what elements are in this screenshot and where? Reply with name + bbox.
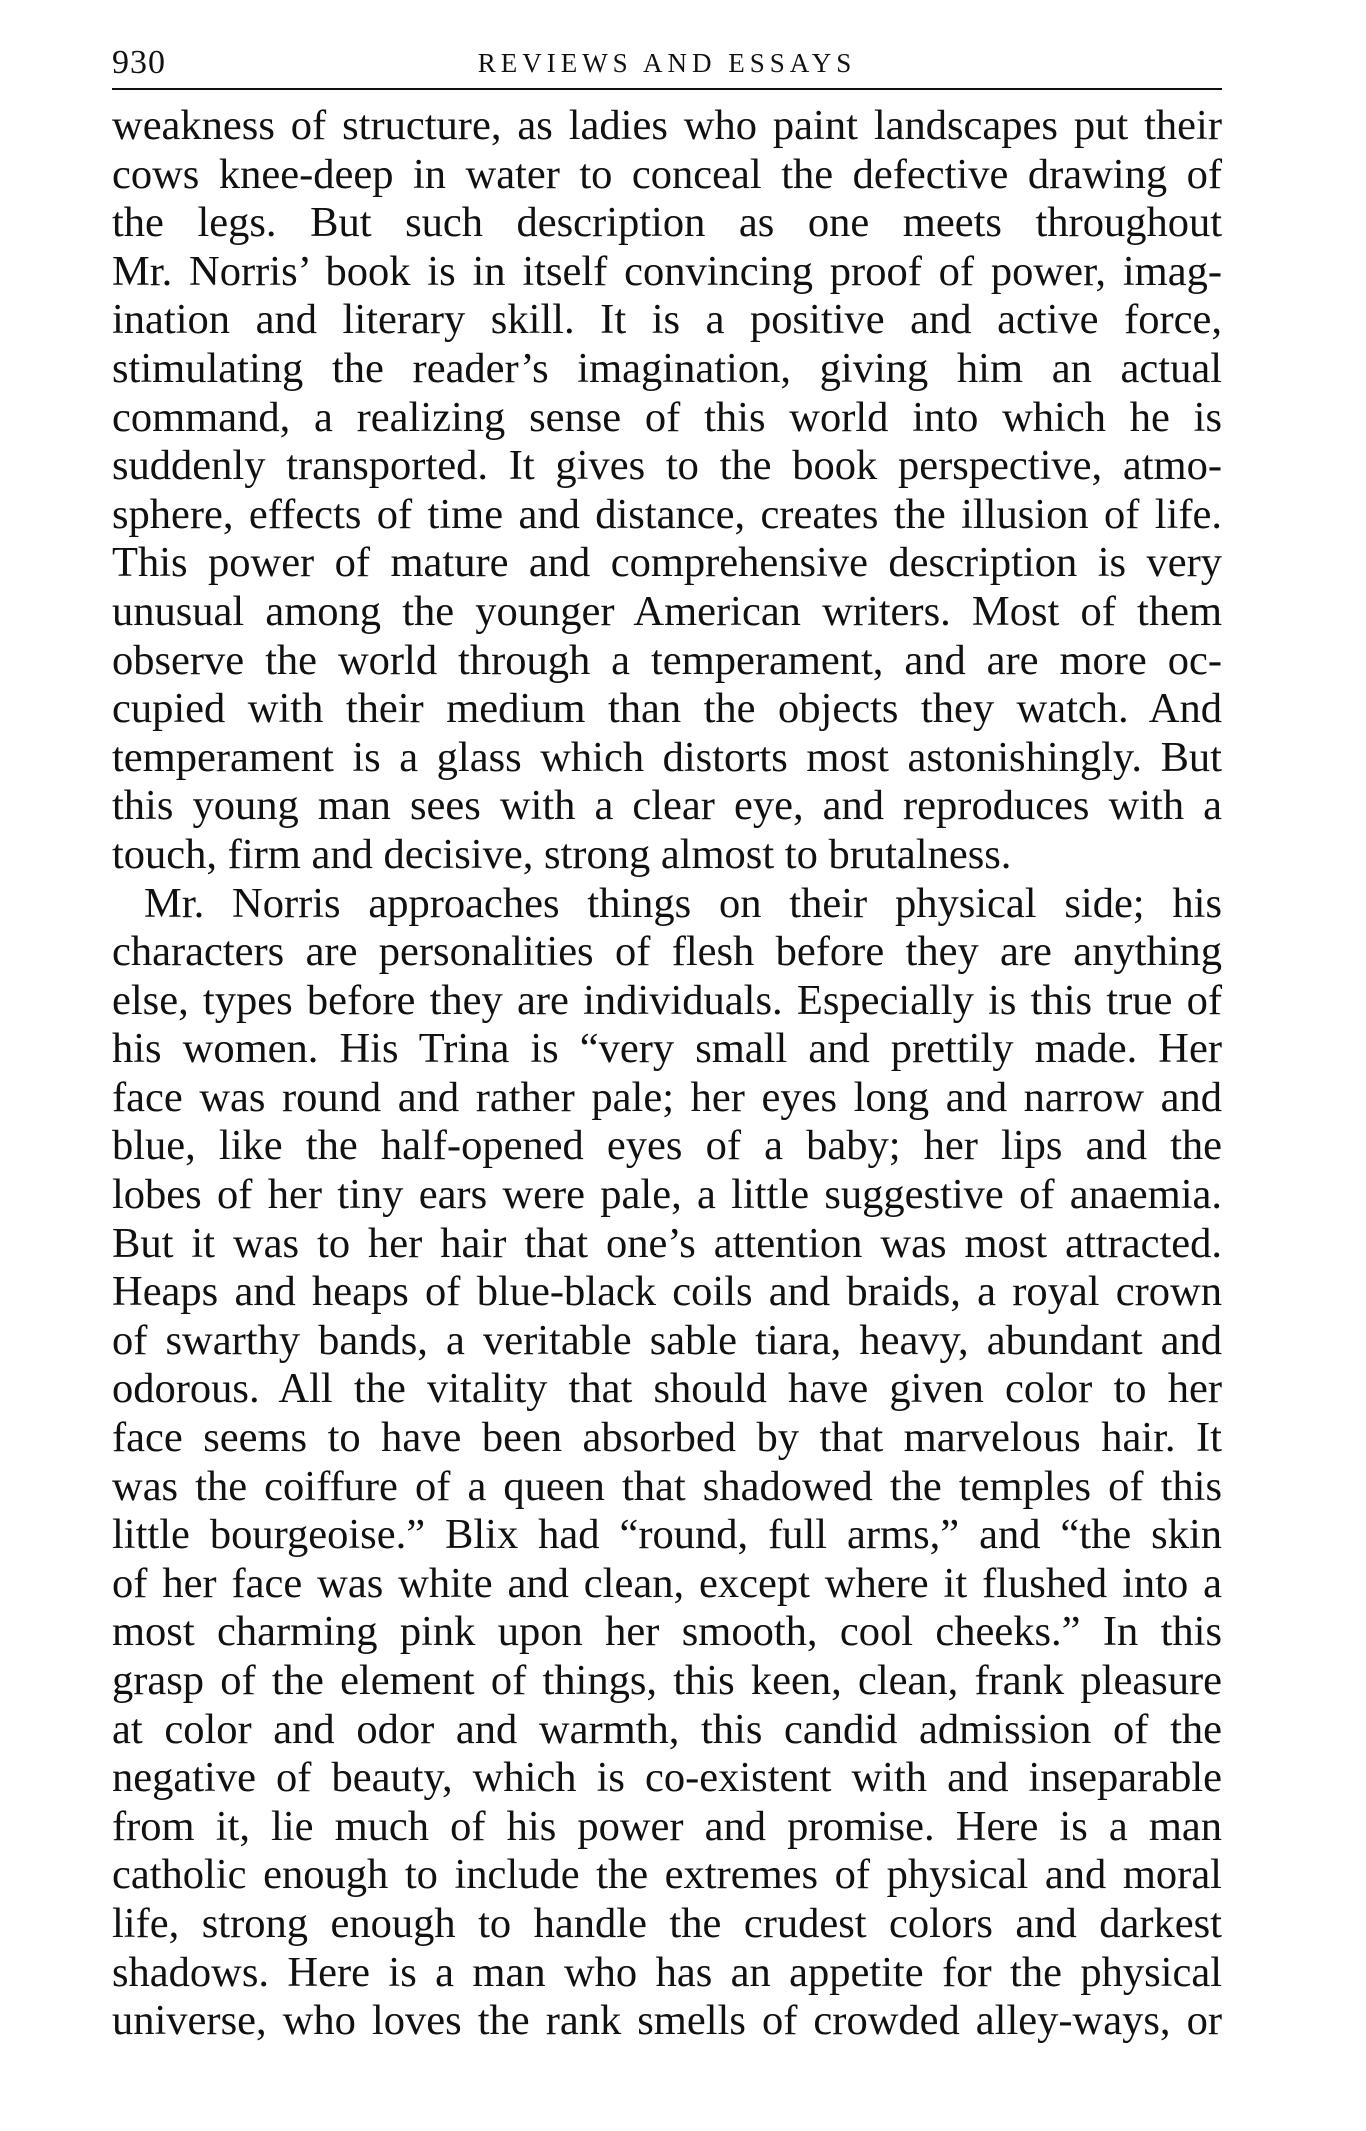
- running-header: [112, 38, 1222, 88]
- text-line: grasp of the element of things, this keen, clean, frank pleasure: [112, 1657, 1222, 1704]
- text-line: Mr. Norris’ book is in itself convincing proof of power, imag-: [112, 247, 1222, 295]
- text-line: touch, firm and decisive, strong almost to brutalness.: [112, 830, 1012, 878]
- text-line: cupied with their medium than the objects they watch. And: [112, 685, 1222, 733]
- text-line: was the coiffure of a queen that shadowed the temples of this: [112, 1462, 1222, 1510]
- text-line: suddenly transported. It gives to the book perspective, atmo-: [112, 442, 1222, 490]
- text-line: face seems to have been absorbed by that marvelous hair. It: [112, 1414, 1222, 1462]
- text-line: characters are personalities of flesh before they are anything: [112, 928, 1222, 976]
- text-line: negative of beauty, which is co-existent with and inseparable: [112, 1754, 1222, 1802]
- text-line: cows knee-deep in water to conceal the defective drawing of: [112, 150, 1222, 198]
- body-text: [112, 102, 1222, 2046]
- text-line: this young man sees with a clear eye, and reproduces with a: [112, 782, 1222, 830]
- text-line: of her face was white and clean, except where it flushed into a: [112, 1559, 1222, 1607]
- text-line: But it was to her hair that one’s attention was most attracted.: [112, 1219, 1222, 1267]
- text-line: ination and literary skill. It is a positive and active force,: [112, 296, 1222, 344]
- text-line: stimulating the reader’s imagination, giving him an actual: [112, 344, 1222, 392]
- page-number: 930: [112, 44, 166, 81]
- text-line: life, strong enough to handle the crudest colors and darkest: [112, 1899, 1222, 1947]
- text-line: from it, lie much of his power and promise. Here is a man: [112, 1802, 1222, 1850]
- text-line: shadows. Here is a man who has an appetite for the physical: [112, 1948, 1222, 1996]
- text-line: at color and odor and warmth, this candid admission of the: [112, 1705, 1222, 1753]
- text-line: sphere, effects of time and distance, creates the illusion of life.: [112, 490, 1222, 538]
- text-line: odorous. All the vitality that should have given color to her: [112, 1365, 1222, 1413]
- running-title: REVIEWS AND ESSAYS: [477, 48, 857, 78]
- text-line: Mr. Norris approaches things on their physical side; his: [144, 879, 1222, 927]
- paragraph: [112, 880, 1222, 2046]
- text-line: command, a realizing sense of this world into which he is: [112, 393, 1222, 441]
- text-line: face was round and rather pale; her eyes long and narrow and: [112, 1073, 1222, 1121]
- text-line: lobes of her tiny ears were pale, a little suggestive of anaemia.: [112, 1171, 1222, 1219]
- text-line: most charming pink upon her smooth, cool cheeks.” In this: [112, 1608, 1222, 1656]
- text-line: Heaps and heaps of blue-black coils and braids, a royal crown: [112, 1268, 1222, 1316]
- text-line: his women. His Trina is “very small and prettily made. Her: [112, 1025, 1222, 1073]
- book-page: [112, 38, 1222, 2046]
- text-line: universe, who loves the rank smells of crowded alley-ways, or: [112, 1997, 1222, 2045]
- text-line: observe the world through a temperament, and are more oc-: [112, 636, 1222, 684]
- text-line: temperament is a glass which distorts most astonishingly. But: [112, 733, 1222, 781]
- text-line: of swarthy bands, a veritable sable tiara, heavy, abundant and: [112, 1316, 1222, 1364]
- text-line: unusual among the younger American writers. Most of them: [112, 587, 1222, 635]
- paragraph: [112, 102, 1222, 880]
- text-line: catholic enough to include the extremes of physical and moral: [112, 1851, 1222, 1899]
- text-line: weakness of structure, as ladies who paint landscapes put their: [112, 102, 1222, 149]
- text-line: little bourgeoise.” Blix had “round, full arms,” and “the skin: [112, 1511, 1222, 1559]
- text-line: This power of mature and comprehensive description is very: [112, 539, 1222, 587]
- header-rule: [112, 88, 1222, 90]
- text-line: blue, like the half-opened eyes of a baby; her lips and the: [112, 1122, 1222, 1170]
- text-line: the legs. But such description as one meets throughout: [112, 199, 1222, 247]
- text-line: else, types before they are individuals. Especially is this true of: [112, 976, 1222, 1024]
